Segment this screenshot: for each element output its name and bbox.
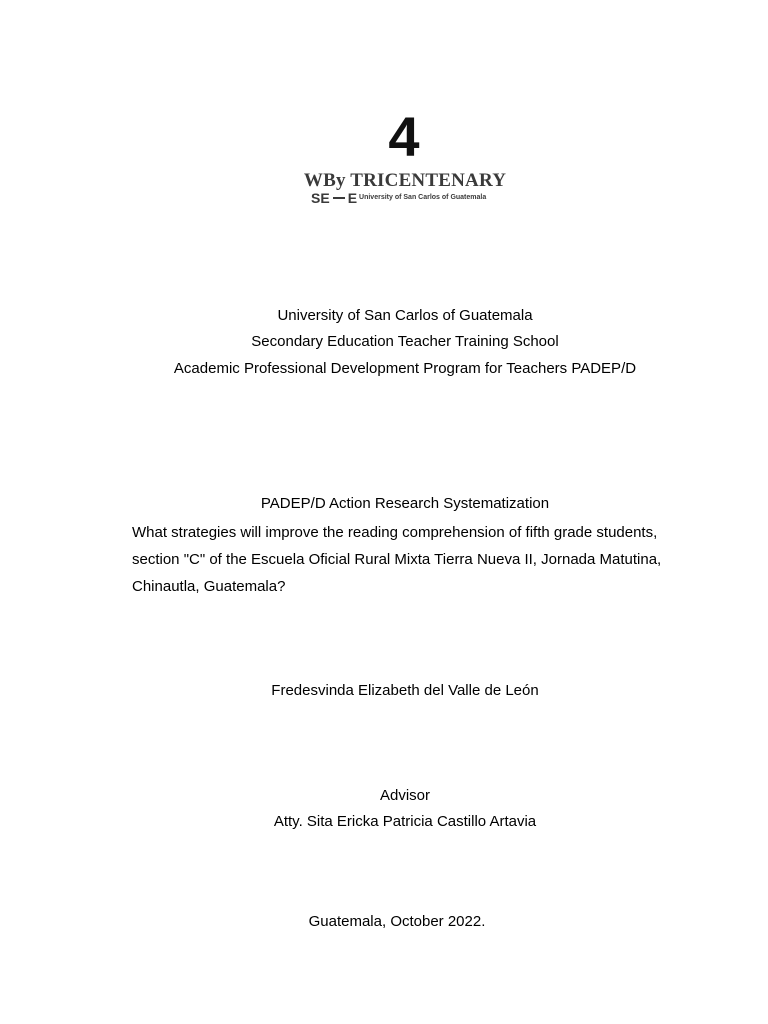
logo-code-right: E [347, 190, 358, 206]
research-question: What strategies will improve the reading comprehension of fifth grade students, section "C" of the Escuela Oficial Rural Mixta Tierra Nueva II, Jornada Matutina, Chinautla, Guatemala? [132, 524, 662, 595]
logo-main-text: WBy TRICENTENARY [303, 170, 507, 191]
institution-school: Secondary Education Teacher Training School [251, 333, 559, 350]
advisor-label: Advisor [379, 787, 431, 804]
research-heading: PADEP/D Action Research Systematization [260, 495, 550, 512]
advisor-name: Atty. Sita Ericka Patricia Castillo Artavia [273, 813, 537, 830]
institution-university: University of San Carlos of Guatemala [277, 307, 533, 324]
institution-program: Academic Professional Development Program for Teachers PADEP/D [173, 360, 637, 377]
logo-small-text: University of San Carlos of Guatemala [359, 194, 487, 201]
logo-code-left: SE [311, 190, 330, 206]
place-date: Guatemala, October 2022. [308, 913, 486, 930]
author-name: Fredesvinda Elizabeth del Valle de León [271, 682, 539, 699]
logo-number: 4 [388, 105, 420, 168]
logo-subline [311, 189, 486, 207]
logo-dash-icon [333, 197, 345, 199]
